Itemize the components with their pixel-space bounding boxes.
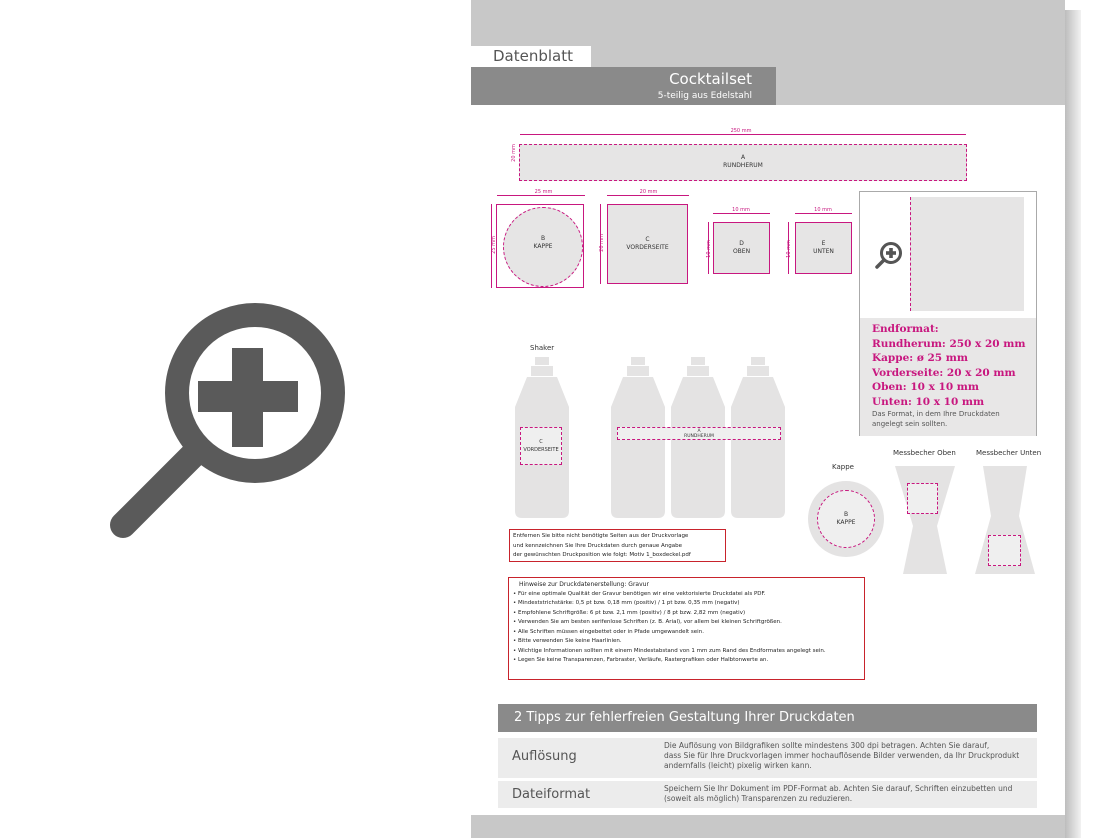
messbecher-unten-print-area[interactable] [988, 535, 1021, 566]
print-area-oben[interactable] [713, 222, 770, 274]
rundherum-print-area[interactable] [617, 427, 781, 440]
area-label: KAPPE [533, 243, 553, 250]
print-area-unten[interactable] [795, 222, 852, 274]
hint-item: • Alle Schriften müssen eingebettet oder in Pfade umgewandelt sein. [513, 628, 704, 635]
zoom-in-icon[interactable] [105, 293, 355, 543]
hint-item: • Für eine optimale Qualität der Gravur benötigen wir eine vektorisierte Druckdatei als PDF. [513, 590, 766, 597]
note-line: Entfernen Sie bitte nicht benötigte Seiten aus der Druckvorlage [513, 533, 689, 539]
hint-item: • Empfohlene Schriftgröße: 6 pt bzw. 2,1 mm (positiv) / 8 pt bzw. 2,82 mm (negativ) [513, 609, 746, 616]
tip-text [664, 741, 1019, 771]
endformat-info [860, 318, 1036, 436]
hint-item: • Legen Sie keine Transparenzen, Farbraster, Verläufe, Rastergrafiken oder Halbtonwerte an. [513, 657, 769, 663]
tip-label: Dateiformat [512, 787, 591, 802]
messbecher-oben-print-area[interactable] [907, 483, 938, 514]
file-naming-note [509, 529, 726, 562]
endformat-note: Das Format, in dem Ihre Druckdaten [872, 410, 1000, 418]
tip-line: (soweit als möglich) Transparenzen zu reduzieren. [664, 794, 853, 803]
tip-row-aufloesung [498, 738, 1037, 778]
kappe-product-label: Kappe [832, 463, 854, 471]
tips-heading: 2 Tipps zur fehlerfreien Gestaltung Ihrer Druckdaten [498, 704, 1037, 732]
dimension-label: 10 mm [706, 240, 712, 258]
datasheet-page[interactable] [471, 0, 1065, 838]
area-code: A [740, 154, 746, 161]
hint-item: • Mindeststrichstärke: 0,5 pt bzw. 0,18 mm (positiv) / 1 pt bzw. 0,35 mm (negativ) [513, 600, 740, 606]
preview-area [860, 192, 1036, 319]
area-code: C [645, 236, 650, 243]
dimension-line [713, 213, 770, 214]
dimension-label: 10 mm [814, 207, 832, 213]
tip-row-dateiformat [498, 781, 1037, 808]
area-code: C [539, 439, 543, 445]
dimension-label: 10 mm [786, 240, 792, 258]
endformat-line: Unten: 10 x 10 mm [872, 395, 985, 408]
hint-item: • Bitte verwenden Sie keine Haarlinien. [513, 638, 622, 644]
page-title: Cocktailset [669, 70, 752, 88]
zoom-in-icon[interactable] [874, 240, 904, 270]
endformat-line: Oben: 10 x 10 mm [872, 381, 980, 393]
tip-text [664, 784, 1012, 804]
messbecher-oben-label: Messbecher Oben [893, 449, 956, 457]
dimension-label: 20 mm [599, 234, 605, 252]
hint-item: • Wichtige Informationen sollten mit einem Mindestabstand von 1 mm zum Rand des Endformates angelegt sein. [513, 647, 826, 654]
tip-line: andernfalls (leicht) pixelig wirken kann. [664, 761, 812, 770]
area-code: B [540, 235, 546, 242]
tab-datenblatt[interactable]: Datenblatt [471, 46, 591, 67]
area-label: VORDERSEITE [626, 244, 669, 251]
kappe-print-area[interactable] [817, 490, 875, 548]
area-label: VORDERSEITE [523, 447, 559, 453]
dimension-label: 250 mm [730, 128, 752, 134]
area-code: B [843, 511, 849, 518]
area-code: D [739, 240, 744, 247]
dimension-label: 20 mm [639, 189, 658, 195]
hint-item: • Verwenden Sie am besten serifenlose Schriften (z. B. Arial), vor allem bei kleinen Schriftgrößen. [513, 619, 782, 625]
print-area-kappe[interactable] [503, 207, 583, 287]
area-code: A [697, 429, 701, 434]
dimension-line [910, 197, 912, 311]
dimension-line [520, 134, 966, 135]
dimension-label: 20 mm [511, 144, 517, 162]
hints-title: Hinweise zur Druckdatenerstellung: Gravur [519, 581, 649, 588]
area-label: OBEN [732, 248, 751, 255]
area-label: KAPPE [836, 519, 856, 526]
preview-thumbnail [910, 197, 1024, 311]
tip-line: dass Sie für Ihre Druckvorlagen immer hochauflösende Bilder verwenden, da Ihr Druckprodukt [664, 751, 1020, 760]
area-label: UNTEN [813, 248, 834, 255]
area-code: E [821, 240, 826, 247]
title-box [471, 67, 776, 105]
note-line: und kennzeichnen Sie Ihre Druckdaten durch genaue Angabe [513, 542, 683, 549]
print-area-rundherum[interactable] [519, 144, 967, 181]
page-subtitle: 5-teilig aus Edelstahl [657, 91, 752, 101]
print-area-vorderseite[interactable] [607, 204, 688, 284]
dimension-line [795, 213, 852, 214]
shaker-print-area[interactable] [520, 427, 562, 465]
area-label: RUNDHERUM [723, 162, 763, 169]
dimension-line [497, 195, 585, 196]
tip-label: Auflösung [512, 749, 577, 764]
dimension-label: 25 mm [491, 236, 497, 254]
footer-bar [471, 815, 1065, 838]
page-shadow [1065, 10, 1081, 838]
area-label: RUNDHERUM [684, 434, 714, 439]
dimension-line [607, 195, 689, 196]
endformat-note: angelegt sein sollten. [872, 420, 948, 428]
dimension-label: 25 mm [534, 189, 553, 195]
engraving-hints [508, 577, 865, 680]
note-line: der gewünschten Druckposition wie folgt: Motiv 1_boxdeckel.pdf [513, 552, 691, 558]
dimension-label: 10 mm [732, 207, 750, 213]
endformat-heading: Endformat: [872, 323, 939, 335]
messbecher-unten-label: Messbecher Unten [976, 449, 1042, 457]
shaker-label: Shaker [530, 344, 555, 352]
endformat-line: Rundherum: 250 x 20 mm [872, 337, 1026, 350]
endformat-line: Kappe: ø 25 mm [872, 352, 968, 364]
tip-line: Die Auflösung von Bildgrafiken sollte mindestens 300 dpi betragen. Achten Sie darauf, [664, 741, 990, 750]
endformat-line: Vorderseite: 20 x 20 mm [872, 366, 1016, 379]
tip-line: Speichern Sie Ihr Dokument im PDF-Format ab. Achten Sie darauf, Schriften einzubetten und [664, 784, 1013, 793]
endformat-panel[interactable] [859, 191, 1037, 436]
